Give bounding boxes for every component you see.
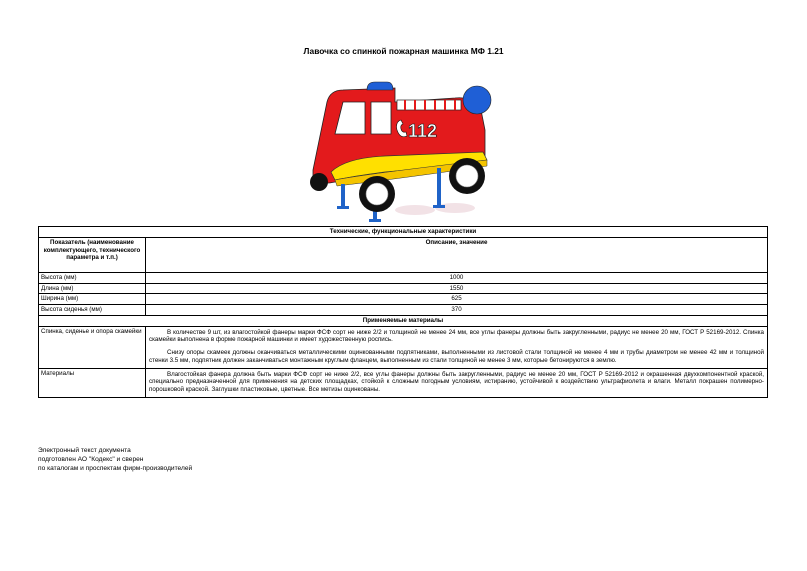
- footer-line: Электронный текст документа: [38, 447, 131, 454]
- row-label: Ширина (мм): [39, 294, 146, 305]
- document-footer: [38, 447, 192, 474]
- rear-beacon-light: [463, 86, 491, 114]
- table-row: [39, 272, 768, 283]
- ground-shadow: [395, 205, 435, 215]
- row-label: Длина (мм): [39, 283, 146, 294]
- hidden-wheel: [310, 173, 328, 191]
- support-base: [369, 219, 381, 222]
- table-row: [39, 326, 768, 368]
- table-row: [39, 283, 768, 294]
- cab-window: [371, 102, 391, 134]
- material-paragraph: Влагостойкая фанера должна быть марки ФСФ сорт не ниже 2/2, все углы фанеры должны быть закругленными, радиус не менее 20 мм, ГОСТ Р 52169-2012 и окрашенная двухкомпонентной краской, специально предназначенной для применения на детских площадках, стойкой к сложным погодным условиям, истиранию, устойчивой к воздействию ультрафиолета и влаги. Металл покрашен полимерно-порошковой краской. Заглушки пластиковые, цветные. Все метизы оцинкованы.: [149, 370, 764, 393]
- ladder: [397, 100, 461, 110]
- header-value: Описание, значение: [146, 237, 768, 272]
- support-leg: [437, 168, 441, 208]
- table-row: [39, 305, 768, 316]
- material-label: Материалы: [39, 368, 146, 397]
- document-title: Лавочка со спинкой пожарная машинка МФ 1.21: [303, 46, 504, 56]
- support-base: [337, 206, 349, 209]
- row-label: Высота (мм): [39, 272, 146, 283]
- front-wheel: [359, 176, 395, 212]
- material-description: [146, 326, 768, 368]
- material-label: Спинка, сиденье и опора скамейки: [39, 326, 146, 368]
- table-header-row: [39, 237, 768, 272]
- row-value: 1550: [146, 283, 768, 294]
- section-materials: Применяемые материалы: [39, 315, 768, 326]
- footer-line: подготовлен АО "Кодекс" и сверен: [38, 455, 144, 463]
- rear-wheel: [449, 158, 485, 194]
- table-row: [39, 294, 768, 305]
- row-value: 1000: [146, 272, 768, 283]
- material-paragraph: Снизу опоры скамеек должны оканчиваться металлическими оцинкованными подпятниками, выполненными из листовой стали толщиной не менее 4 мм и трубы диаметром не менее 42 мм и толщиной стенки 3.5 мм, подпятник должен заканчиваться монтажным круглым фланцем, выполненным из стали толщиной не менее 3 мм, которые бетонируются в землю.: [149, 349, 764, 364]
- table-row: [39, 368, 768, 397]
- support-base: [433, 205, 445, 208]
- header-param: Показатель (наименование комплектующего, технического параметра и т.п.): [39, 237, 146, 272]
- vehicle-number: 112: [408, 121, 438, 141]
- table-section-row: [39, 227, 768, 238]
- table-section-row: [39, 315, 768, 326]
- specification-table: [38, 226, 768, 398]
- support-leg: [341, 184, 345, 208]
- row-value: 370: [146, 305, 768, 316]
- footer-line: по каталогам и проспектам фирм-производителей: [38, 464, 193, 472]
- material-paragraph: В количестве 9 шт, из влагостойкой фанеры марки ФСФ сорт не ниже 2/2 и толщиной не менее 24 мм, все углы фанеры должны быть закругленными, радиус не менее 20 мм, ГОСТ Р 52169-2012. Спинка скамейки выполнена в форме пожарной машинки и имеет художественную роспись.: [149, 328, 764, 344]
- fire-truck-bench-illustration: [305, 72, 505, 228]
- beacon-light: [367, 82, 393, 90]
- section-characteristics: Технические, функциональные характеристики: [39, 227, 768, 238]
- row-value: 625: [146, 294, 768, 305]
- row-label: Высота сиденья (мм): [39, 305, 146, 316]
- material-description: [146, 368, 768, 397]
